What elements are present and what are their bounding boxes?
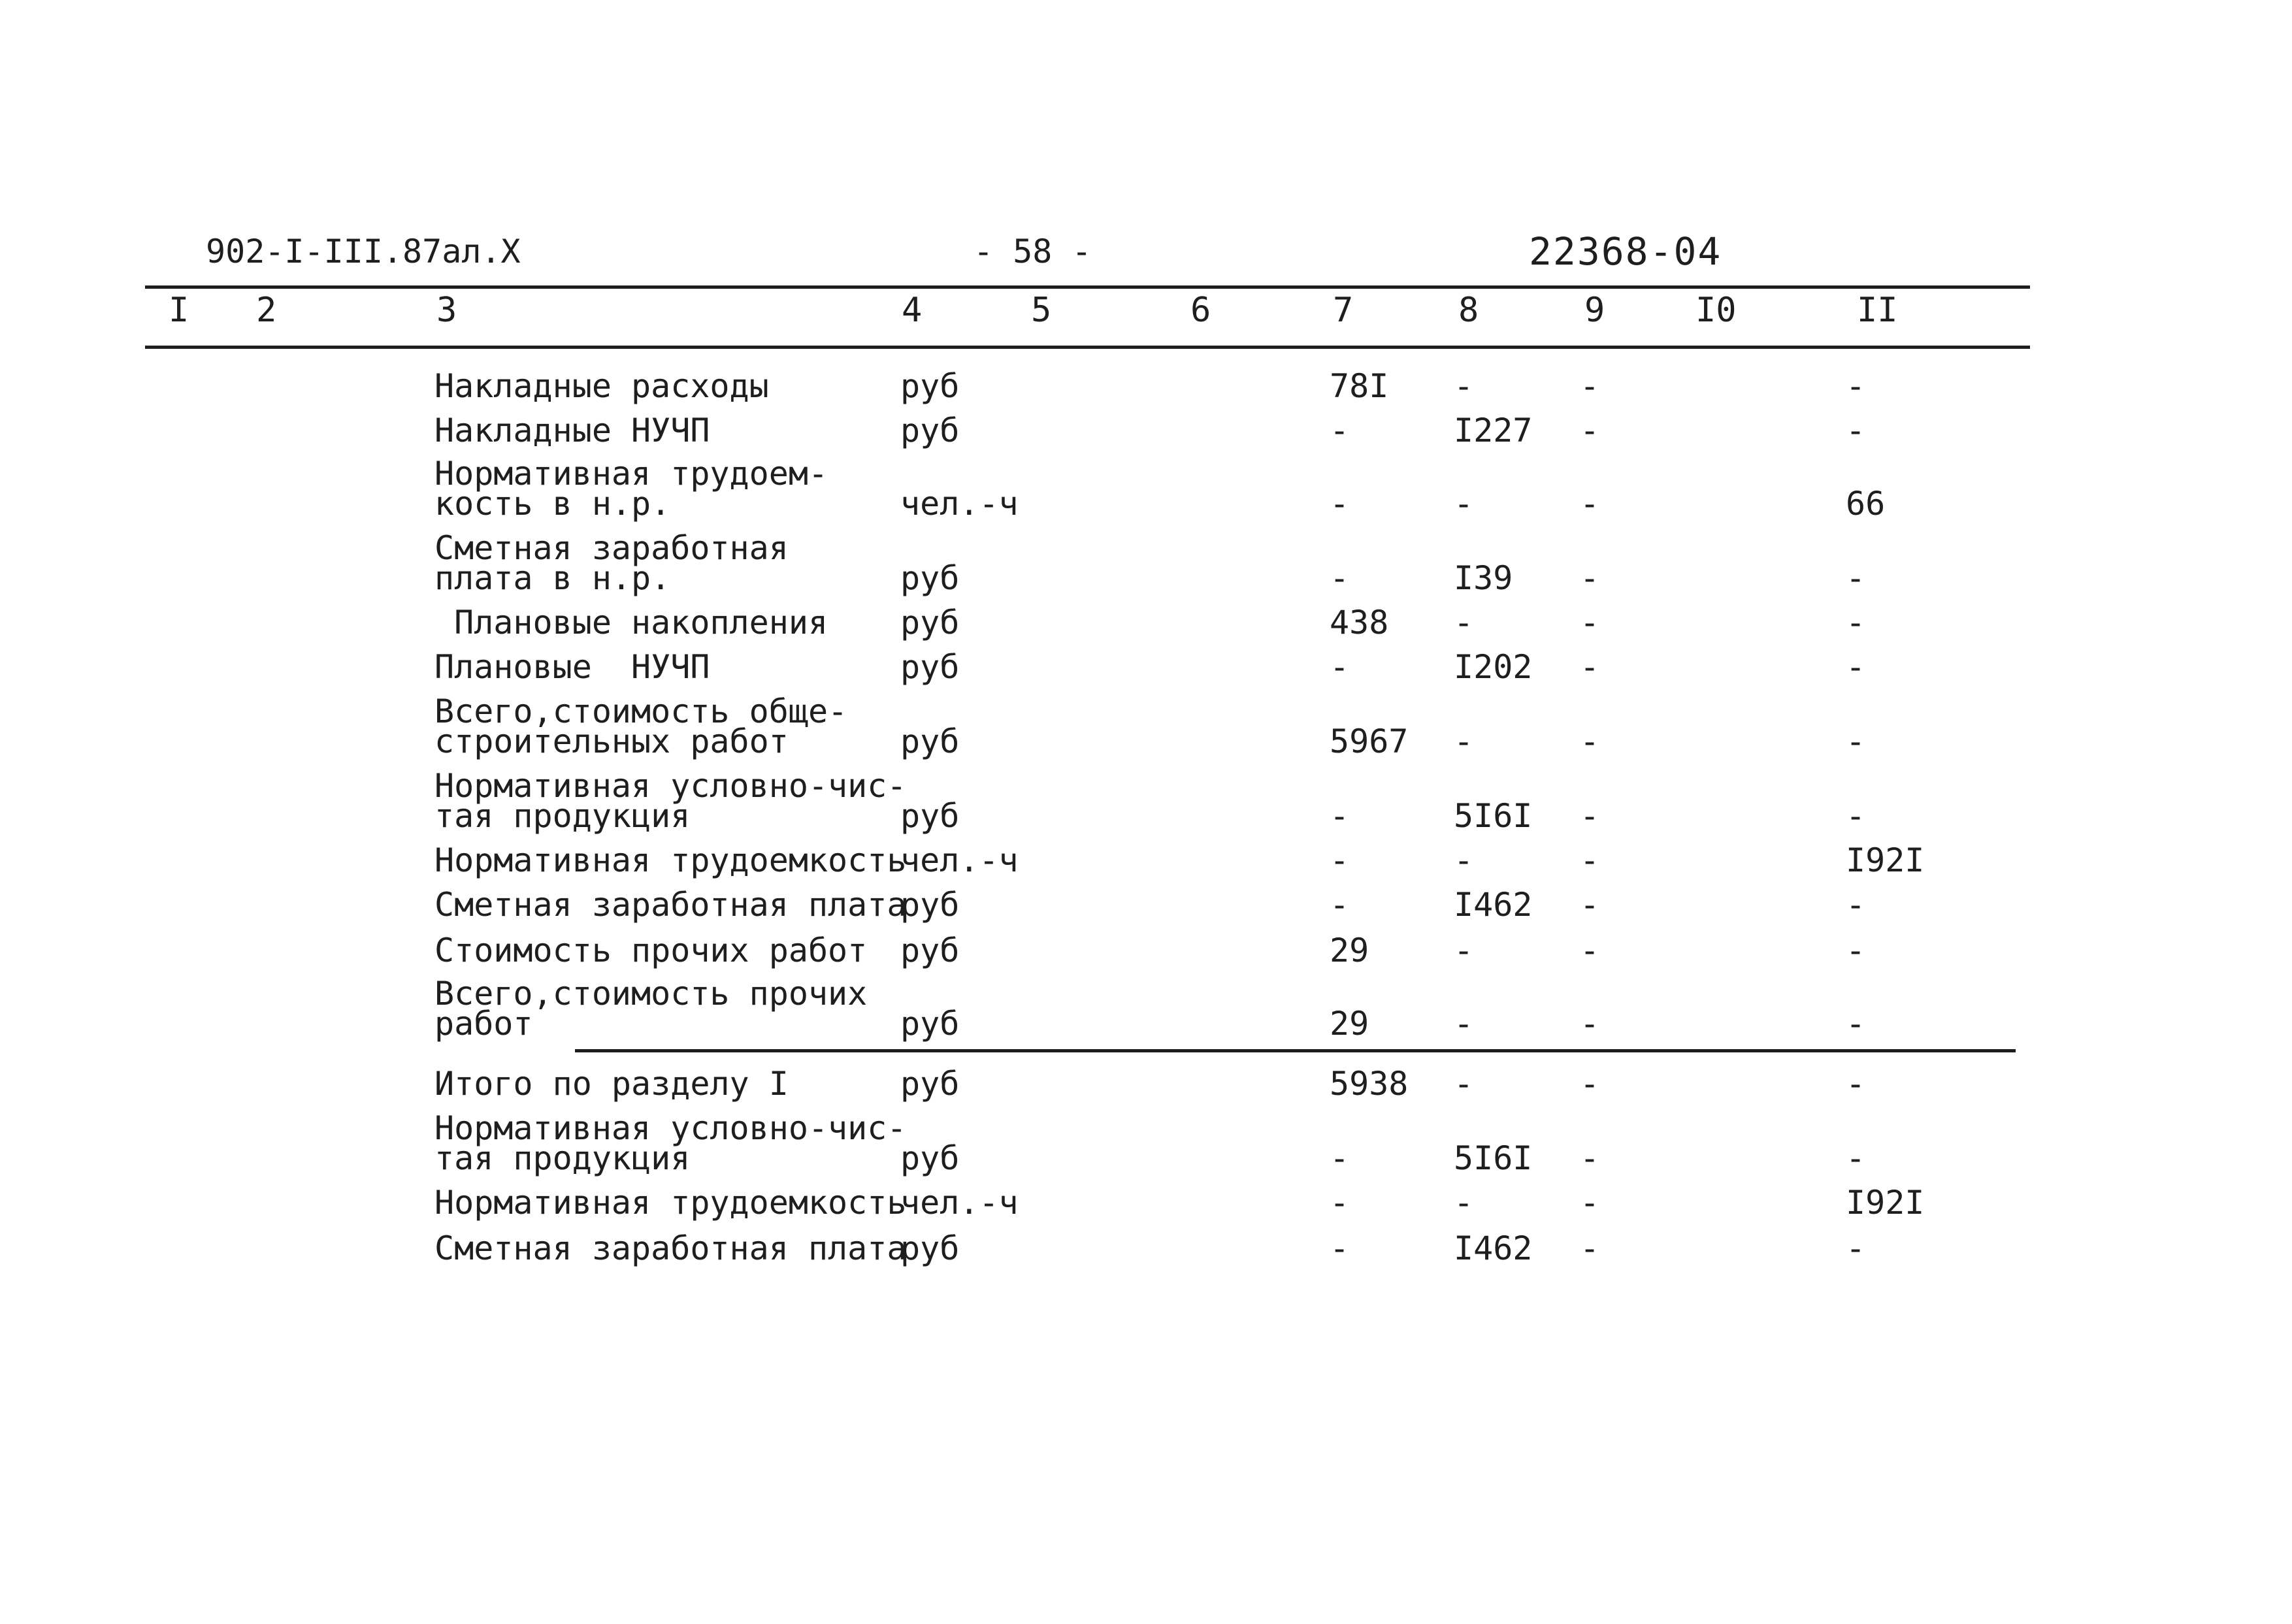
row-unit: руб	[900, 1139, 960, 1177]
row-col-8: 5I6I	[1454, 1139, 1533, 1177]
row-col-9: -	[1580, 1005, 1600, 1043]
row-col-11: I92I	[1846, 1184, 1925, 1222]
row-col-9: -	[1580, 886, 1600, 924]
row-col-7: 29	[1330, 932, 1369, 969]
row-col-7: -	[1330, 1229, 1350, 1267]
row-col-9: -	[1580, 1184, 1600, 1222]
row-description: Нормативная трудоемкость	[434, 1184, 907, 1222]
row-col-11: -	[1846, 367, 1866, 405]
row-unit: руб	[900, 367, 960, 405]
row-col-9: -	[1580, 559, 1600, 597]
row-col-9: -	[1580, 841, 1600, 879]
row-unit: руб	[900, 1229, 960, 1267]
row-description: Накладные НУЧП	[434, 412, 710, 449]
row-col-8: -	[1454, 1065, 1474, 1103]
row-col-11: -	[1846, 932, 1866, 969]
row-col-7: 5967	[1330, 723, 1409, 760]
row-col-9: -	[1580, 1065, 1600, 1103]
row-col-11: -	[1846, 1229, 1866, 1267]
row-col-9: -	[1580, 797, 1600, 835]
row-col-7: -	[1330, 648, 1350, 686]
row-col-9: -	[1580, 1139, 1600, 1177]
row-col-7: -	[1330, 886, 1350, 924]
row-unit: руб	[900, 559, 960, 597]
row-col-9: -	[1580, 604, 1600, 641]
row-description: Плановые НУЧП	[434, 648, 710, 686]
row-col-9: -	[1580, 648, 1600, 686]
column-number-7: 7	[1333, 291, 1354, 330]
row-col-8: -	[1454, 1005, 1474, 1043]
row-col-8: -	[1454, 367, 1474, 405]
row-col-7: 5938	[1330, 1065, 1409, 1103]
row-description: Сметная заработная плата	[434, 1229, 907, 1267]
row-col-7: 29	[1330, 1005, 1369, 1043]
row-col-11: 66	[1846, 485, 1886, 523]
row-col-7: -	[1330, 1184, 1350, 1222]
row-col-7: -	[1330, 797, 1350, 835]
row-unit: руб	[900, 604, 960, 641]
row-description: Нормативная условно-чис- тая продукция	[434, 767, 907, 835]
row-description: Всего,стоимость прочих работ	[434, 975, 868, 1043]
row-unit: чел.-ч	[900, 485, 1019, 523]
row-unit: руб	[900, 723, 960, 760]
column-number-11: II	[1857, 291, 1898, 330]
row-col-8: -	[1454, 723, 1474, 760]
row-col-11: -	[1846, 723, 1866, 760]
row-col-11: -	[1846, 412, 1866, 449]
row-description: Итого по разделу I	[434, 1065, 789, 1103]
row-col-7: -	[1330, 412, 1350, 449]
row-col-8: -	[1454, 1184, 1474, 1222]
row-unit: руб	[900, 1065, 960, 1103]
row-description: Стоимость прочих работ	[434, 932, 868, 969]
page-number: - 58 -	[974, 233, 1092, 270]
row-col-11: -	[1846, 1065, 1866, 1103]
row-unit: руб	[900, 932, 960, 969]
column-number-10: I0	[1695, 291, 1737, 330]
column-number-9: 9	[1584, 291, 1605, 330]
row-col-11: -	[1846, 648, 1866, 686]
document-code: 902-I-III.87ал.X	[206, 233, 521, 270]
row-col-8: I227	[1454, 412, 1533, 449]
row-col-9: -	[1580, 932, 1600, 969]
column-number-4: 4	[902, 291, 923, 330]
row-col-9: -	[1580, 367, 1600, 405]
row-description: Сметная заработная плата в н.р.	[434, 529, 789, 597]
row-description: Сметная заработная плата	[434, 886, 907, 924]
row-description: Всего,стоимость обще- строительных работ	[434, 692, 848, 760]
column-number-8: 8	[1458, 291, 1479, 330]
column-number-6: 6	[1190, 291, 1211, 330]
row-col-11: -	[1846, 797, 1866, 835]
row-description: Нормативная трудоемкость	[434, 841, 907, 879]
row-col-7: -	[1330, 1139, 1350, 1177]
row-unit: руб	[900, 1005, 960, 1043]
row-col-8: -	[1454, 604, 1474, 641]
row-col-8: I462	[1454, 886, 1533, 924]
row-col-8: -	[1454, 485, 1474, 523]
row-unit: руб	[900, 886, 960, 924]
row-unit: руб	[900, 797, 960, 835]
row-col-9: -	[1580, 1229, 1600, 1267]
row-unit: чел.-ч	[900, 1184, 1019, 1222]
row-col-11: -	[1846, 559, 1866, 597]
row-description: Плановые накопления	[434, 604, 828, 641]
row-col-7: -	[1330, 559, 1350, 597]
row-col-9: -	[1580, 723, 1600, 760]
row-col-11: -	[1846, 1005, 1866, 1043]
row-col-11: -	[1846, 604, 1866, 641]
row-col-9: -	[1580, 412, 1600, 449]
row-col-8: 5I6I	[1454, 797, 1533, 835]
row-col-8: -	[1454, 841, 1474, 879]
row-col-11: -	[1846, 886, 1866, 924]
row-unit: руб	[900, 412, 960, 449]
column-number-1: I	[169, 291, 189, 330]
row-description: Накладные расходы	[434, 367, 769, 405]
row-col-8: I39	[1454, 559, 1513, 597]
row-col-9: -	[1580, 485, 1600, 523]
row-unit: руб	[900, 648, 960, 686]
row-col-7: 438	[1330, 604, 1389, 641]
row-description: Нормативная условно-чис- тая продукция	[434, 1109, 907, 1177]
row-col-11: I92I	[1846, 841, 1925, 879]
column-number-2: 2	[256, 291, 277, 330]
row-col-8: -	[1454, 932, 1474, 969]
row-col-8: I462	[1454, 1229, 1533, 1267]
row-col-7: -	[1330, 841, 1350, 879]
row-description: Нормативная трудоем- кость в н.р.	[434, 455, 828, 523]
row-col-7: -	[1330, 485, 1350, 523]
column-number-5: 5	[1031, 291, 1052, 330]
row-col-11: -	[1846, 1139, 1866, 1177]
document-number: 22368-04	[1529, 229, 1722, 274]
row-col-8: I202	[1454, 648, 1533, 686]
column-number-3: 3	[436, 291, 457, 330]
row-col-7: 78I	[1330, 367, 1389, 405]
row-unit: чел.-ч	[900, 841, 1019, 879]
